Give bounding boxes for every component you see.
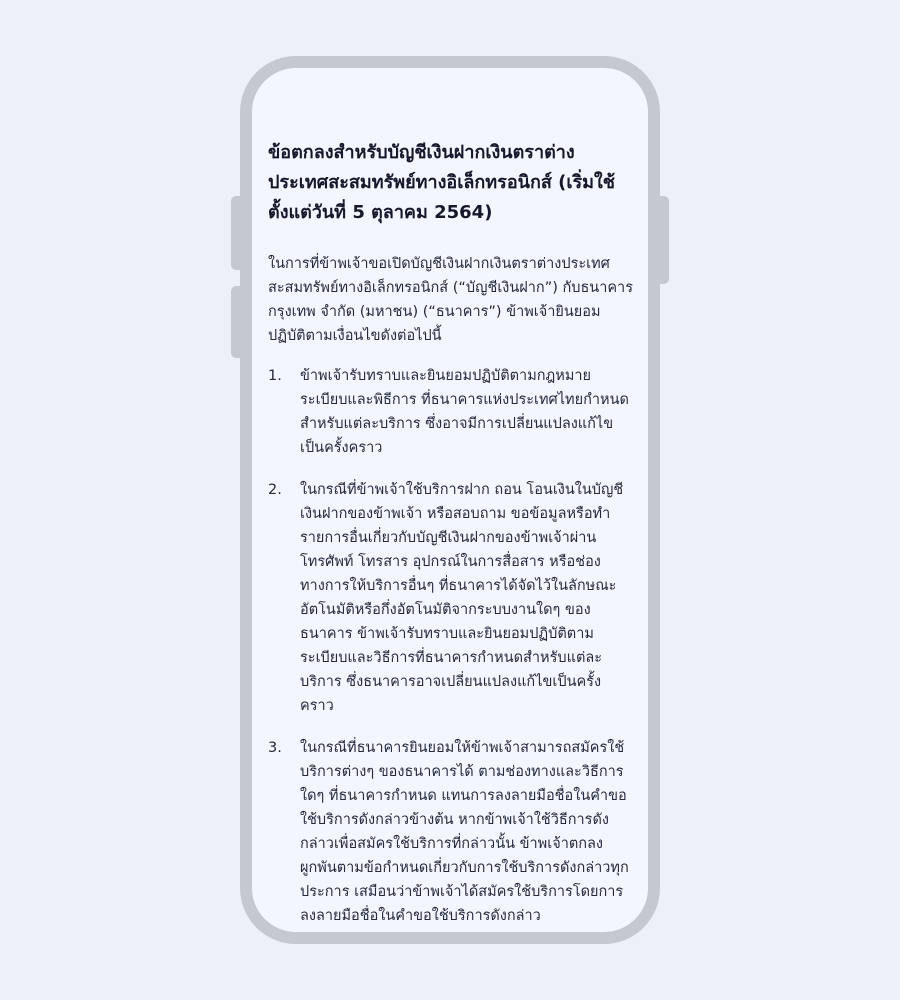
page-title: ข้อตกลงสำหรับบัญชีเงินฝากเงินตราต่างประเทศสะสมทรัพย์ทางอิเล็กทรอนิกส์ (เริ่มใช้ตั้งแต่วันที่ 5 ตุลาคม 2564)	[268, 142, 616, 223]
list-item	[268, 736, 634, 928]
term-text: ในกรณีที่ข้าพเจ้าใช้บริการฝาก ถอน โอนเงินในบัญชีเงินฝากของข้าพเจ้า หรือสอบถาม ขอข้อมูลหรือทำรายการอื่นเกี่ยวกับบัญชีเงินฝากของข้าพเจ้าผ่านโทรศัพท์ โทรสาร อุปกรณ์ในการสื่อสาร หรือช่องทางการให้บริการอื่นๆ ที่ธนาคารได้จัดไว้ในลักษณะอัตโนมัติหรือกึ่งอัตโนมัติจากระบบงานใดๆ ของธนาคาร ข้าพเจ้ารับทราบและยินยอมปฏิบัติตามระเบียบและวิธีการที่ธนาคารกำหนดสำหรับแต่ละบริการ ซึ่งธนาคารอาจเปลี่ยนแปลงแก้ไขเป็นครั้งคราว	[300, 482, 624, 714]
intro-paragraph: ในการที่ข้าพเจ้าขอเปิดบัญชีเงินฝากเงินตราต่างประเทศสะสมทรัพย์ทางอิเล็กทรอนิกส์ (“บัญชีเงินฝาก”) กับธนาคารกรุงเทพ จำกัด (มหาชน) (“ธนาคาร”) ข้าพเจ้ายินยอมปฏิบัติตามเงื่อนไขดังต่อไปนี้	[268, 256, 633, 344]
terms-scroll-view[interactable]	[252, 68, 648, 932]
list-item	[268, 364, 634, 460]
list-item	[268, 478, 634, 718]
term-number: 3.	[268, 740, 282, 756]
terms-list	[268, 364, 634, 928]
term-text: ข้าพเจ้ารับทราบและยินยอมปฏิบัติตามกฎหมาย ระเบียบและพิธีการ ที่ธนาคารแห่งประเทศไทยกำหนดสำหรับแต่ละบริการ ซึ่งอาจมีการเปลี่ยนแปลงแก้ไขเป็นครั้งคราว	[300, 368, 629, 456]
term-number: 1.	[268, 368, 282, 384]
term-text: ในกรณีที่ธนาคารยินยอมให้ข้าพเจ้าสามารถสมัครใช้บริการต่างๆ ของธนาคารได้ ตามช่องทางและวิธีการใดๆ ที่ธนาคารกำหนด แทนการลงลายมือชื่อในคำขอใช้บริการดังกล่าวข้างต้น หากข้าพเจ้าใช้วิธีการดังกล่าวเพื่อสมัครใช้บริการที่กล่าวนั้น ข้าพเจ้าตกลงผูกพันตามข้อกำหนดเกี่ยวกับการใช้บริการดังกล่าวทุกประการ เสมือนว่าข้าพเจ้าได้สมัครใช้บริการโดยการลงลายมือชื่อในคำขอใช้บริการดังกล่าว	[300, 740, 629, 924]
phone-frame	[240, 56, 660, 944]
term-number: 2.	[268, 482, 282, 498]
